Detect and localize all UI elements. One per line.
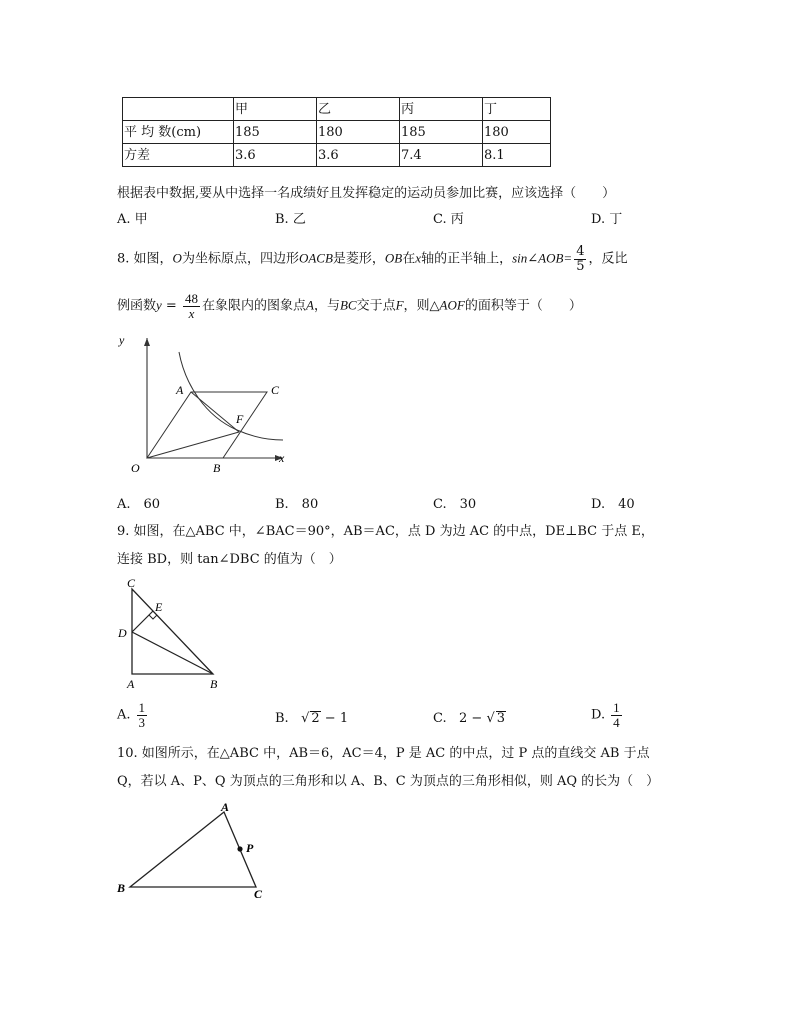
text-run: 轴的正半轴上， (421, 251, 513, 267)
table-cell: 方差 (123, 144, 234, 167)
label-c: C (271, 383, 280, 397)
label-b: B (213, 461, 221, 475)
table-cell: 185 (400, 121, 483, 144)
text-run: 在 (402, 251, 416, 267)
table-cell: 3.6 (317, 144, 400, 167)
fraction-denominator: 3 (138, 714, 146, 730)
label-a: A (176, 383, 184, 397)
table-cell: 180 (317, 121, 400, 144)
option-label: D. (591, 707, 606, 723)
math-run: BC (339, 297, 357, 313)
text-run: ，则△ (403, 298, 440, 314)
table-cell: 丙 (400, 98, 483, 121)
text-run: − 1 (320, 711, 349, 726)
segment-bd (132, 632, 213, 674)
text-run: = (161, 298, 181, 314)
math-run: F (395, 297, 404, 313)
q8-option-c: C. 30 (433, 497, 477, 512)
label-o: O (131, 461, 140, 475)
table-cell: 甲 (234, 98, 317, 121)
y-axis-arrow (144, 338, 150, 346)
point-p (237, 846, 242, 851)
fraction-denominator: 4 (613, 714, 620, 730)
option-label: B. (275, 711, 289, 726)
label-c: C (127, 576, 136, 590)
text-run: 在象限内的图象点 (201, 298, 306, 314)
math-run: OACB (298, 250, 333, 266)
text-run: 例函数 (117, 298, 157, 314)
text-run: ，反比 (588, 251, 628, 267)
table-cell: 3.6 (234, 144, 317, 167)
table-cell: 平 均 数(cm) (123, 121, 234, 144)
fraction-denominator: x (188, 305, 195, 321)
triangle-abc (130, 812, 256, 887)
radicand: 2 (311, 711, 320, 726)
math-run: AOF (439, 297, 465, 313)
q9-option-a (117, 701, 149, 729)
fraction (183, 292, 200, 320)
q10-line1: 10. 如图所示，在△ABC 中，AB＝6，AC＝4，P 是 AC 的中点，过 P 点的直线交 AB 于点 (117, 746, 650, 761)
triangle-abc (132, 589, 213, 674)
math-run: x (415, 250, 422, 266)
label-e: E (155, 600, 163, 614)
q9-line1: 9. 如图，在△ABC 中，∠BAC＝90°，AB＝AC，点 D 为边 AC 的中点，DE⊥BC 于点 E， (117, 524, 654, 539)
radicand: 3 (496, 711, 506, 726)
q7-option-b: B. 乙 (275, 212, 306, 227)
fraction-numerator: 1 (613, 700, 620, 715)
q8-line2 (117, 292, 582, 320)
fraction-numerator: 1 (138, 700, 146, 715)
hyperbola-curve (179, 352, 283, 440)
math-run: y (156, 297, 162, 313)
q9-option-d (591, 701, 624, 729)
math-run: sin∠AOB= (512, 250, 573, 266)
table-cell: 185 (234, 121, 317, 144)
fraction (611, 701, 622, 729)
segment-de (132, 611, 153, 632)
option-label: A. (117, 707, 131, 723)
q9-figure (115, 575, 230, 693)
option-label: C. (433, 711, 447, 726)
label-x: x (279, 451, 285, 465)
q7-option-d: D. 丁 (591, 212, 623, 227)
q8-option-d: D. 40 (591, 497, 635, 512)
table-row (123, 144, 551, 167)
q8-option-b: B. 80 (275, 497, 319, 512)
table-cell: 乙 (317, 98, 400, 121)
label-b: B (117, 881, 126, 895)
label-y: y (119, 333, 125, 347)
math-run: A (305, 297, 314, 313)
fraction (137, 701, 148, 729)
label-p: P (246, 841, 254, 855)
q8-option-a: A. 60 (117, 497, 161, 512)
q9-option-b: B. √ 2 − 1 (275, 711, 349, 726)
table-cell: 8.1 (483, 144, 551, 167)
text-run: 为坐标原点，四边形 (181, 251, 299, 267)
table-cell: 7.4 (400, 144, 483, 167)
q7-option-c: C. 丙 (433, 212, 464, 227)
q10-line2: Q，若以 A、P、Q 为顶点的三角形和以 A、B、C 为顶点的三角形相似，则 AQ 的长为（ ） (117, 774, 660, 789)
fraction-numerator: 48 (184, 291, 198, 306)
text-run: ，与 (313, 298, 340, 314)
stats-table (122, 97, 551, 167)
text-run: 交于点 (356, 298, 396, 314)
text-run: 2 − (459, 711, 487, 726)
label-b: B (210, 677, 218, 691)
q9-option-c: C. 2 − √ 3 (433, 711, 506, 726)
rhombus-oacb (147, 392, 267, 458)
right-angle-mark (149, 615, 157, 619)
fraction-numerator: 4 (576, 244, 585, 259)
q7-stem: 根据表中数据,要从中选择一名成绩好且发挥稳定的运动员参加比赛，应该选择（ ） (117, 186, 616, 201)
q8-line1 (117, 245, 627, 273)
label-a: A (221, 800, 230, 814)
math-run: OB (384, 250, 403, 266)
label-f: F (236, 412, 244, 426)
table-row (123, 98, 551, 121)
text-run: 8. 如图， (117, 251, 173, 267)
q10-figure (113, 797, 273, 902)
q9-line2: 连接 BD，则 tan∠DBC 的值为（ ） (117, 552, 342, 567)
q8-figure (115, 330, 300, 490)
text-run: 的面积等于（ ） (464, 298, 582, 314)
table-cell (123, 98, 234, 121)
table-cell: 180 (483, 121, 551, 144)
segment-af (191, 392, 239, 432)
label-c: C (254, 887, 263, 901)
label-a: A (127, 677, 135, 691)
text-run: 是菱形， (332, 251, 385, 267)
table-row (123, 121, 551, 144)
fraction-denominator: 5 (576, 258, 585, 274)
label-d: D (118, 626, 127, 640)
math-run: O (172, 250, 182, 266)
table-cell: 丁 (483, 98, 551, 121)
fraction (574, 245, 586, 273)
q7-option-a: A. 甲 (117, 212, 148, 227)
